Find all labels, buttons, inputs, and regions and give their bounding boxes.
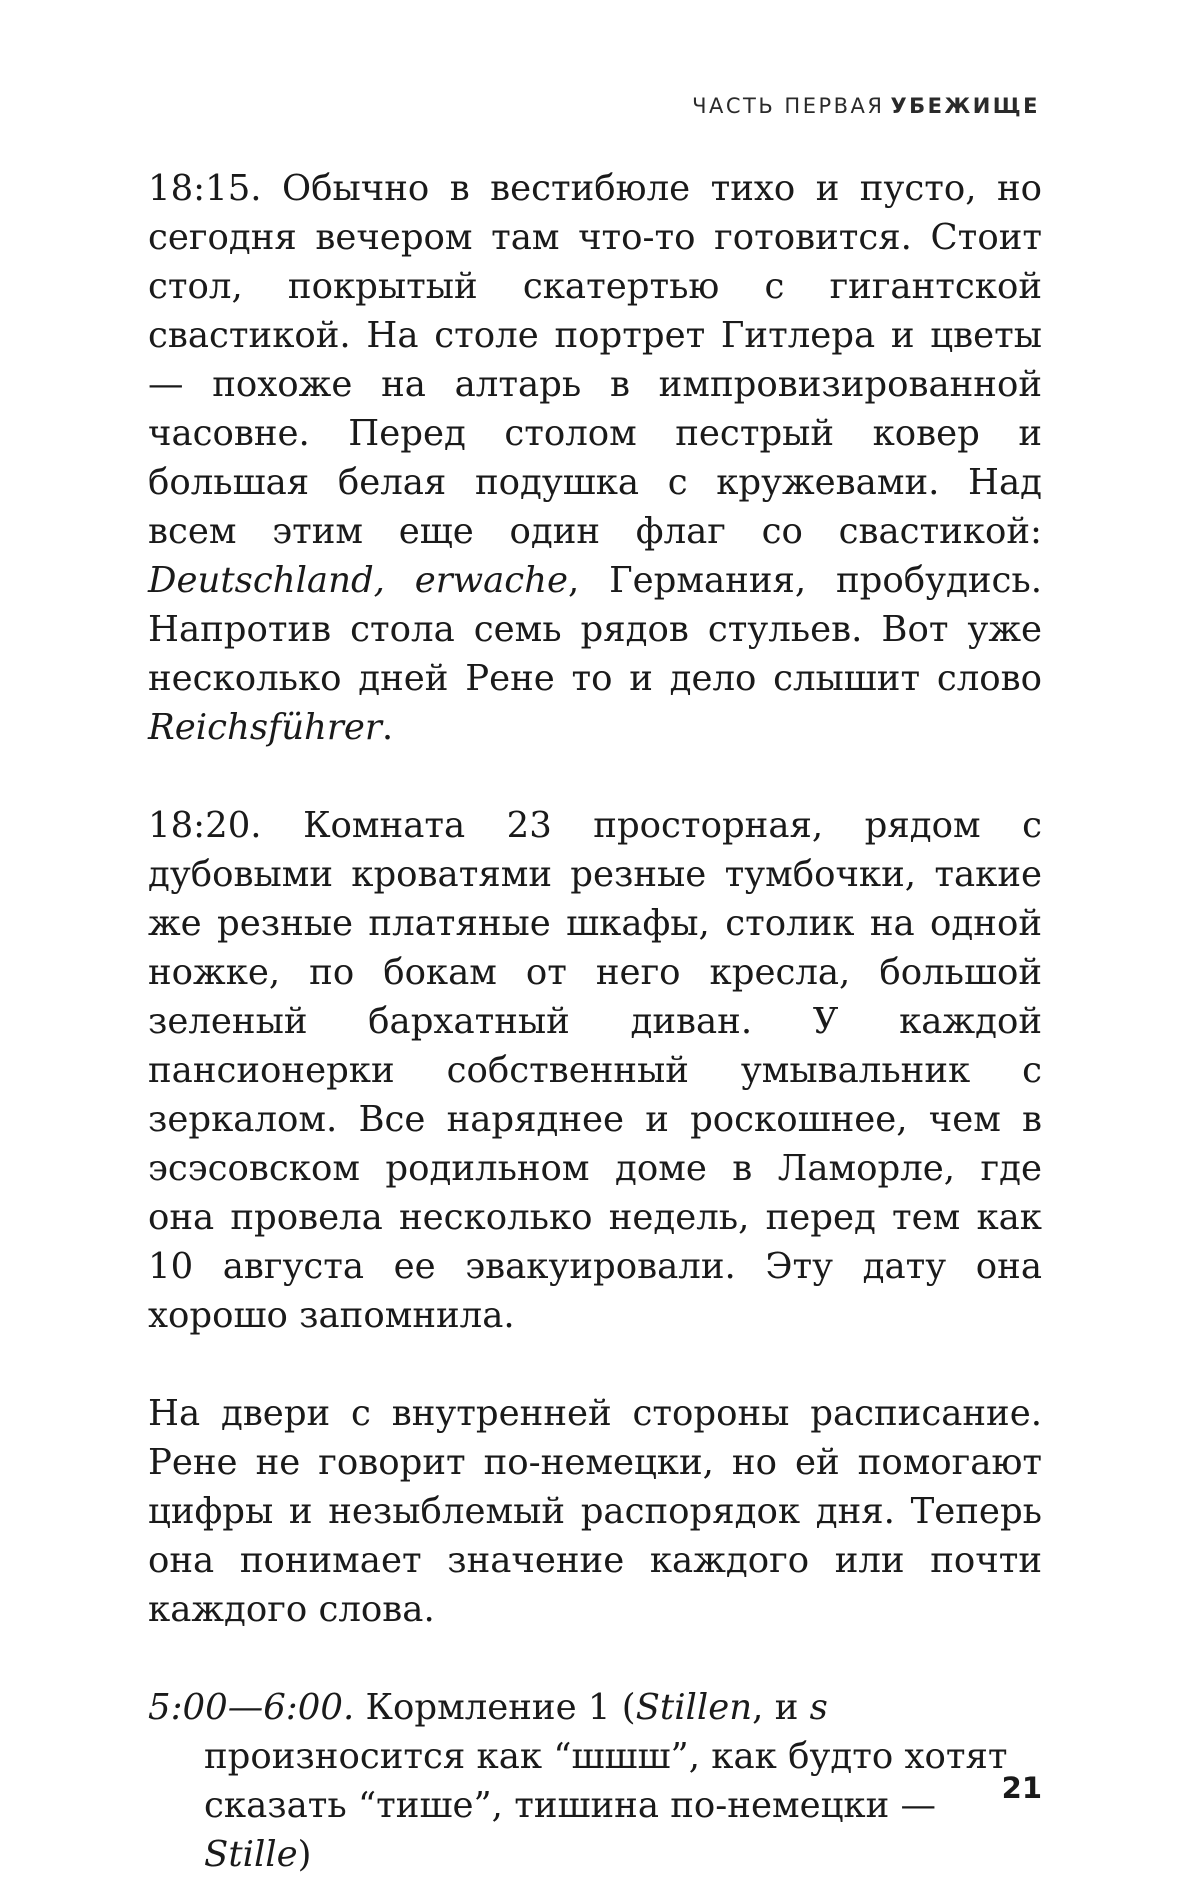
paragraph-1-text-b: , Германия, пробудись. Напротив стола семь рядов стульев. Вот уже несколько дней Рене то и дело слышит слово — [148, 560, 1042, 699]
schedule-text-c: произносится как “шшш”, как будто хотят сказать “тише”, тишина по-немецки — — [204, 1736, 1008, 1826]
paragraph-1-italic-b: Reichsführer — [148, 707, 382, 748]
schedule-text-a: Кормление 1 ( — [354, 1687, 636, 1728]
running-header-section: УБЕЖИЩЕ — [890, 94, 1040, 118]
schedule-italic-c: Stille — [204, 1834, 298, 1875]
schedule-item-1 — [148, 1683, 1042, 1879]
schedule-time: 5:00—6:00. — [148, 1687, 355, 1728]
paragraph-2: 18:20. Комната 23 просторная, рядом с дубовыми кроватями резные тумбочки, такие же резные платяные шкафы, столик на одной ножке, по бокам от него кресла, большой зеленый бархатный диван. У каждой пансионерки собственный умывальник с зеркалом. Все наряднее и роскошнее, чем в эсэсовском родильном доме в Ламорле, где она провела несколько недель, перед тем как 10 августа ее эвакуировали. Эту дату она хорошо запомнила. — [148, 805, 1042, 1336]
paragraph-1-italic-a: Deutschland, erwache — [148, 560, 569, 601]
running-header-part: ЧАСТЬ ПЕРВАЯ — [692, 94, 885, 118]
body-text — [148, 164, 1042, 1879]
schedule-italic-a: Stillen — [635, 1687, 753, 1728]
page-number: 21 — [1001, 1771, 1042, 1805]
paragraph-1-text-c: . — [381, 707, 394, 748]
schedule-italic-b: s — [809, 1687, 828, 1728]
paragraph-1-text-a: 18:15. Обычно в вестибюле тихо и пусто, но сегодня вечером там что-то готовится. Стоит стол, покрытый скатертью с гигантской свастикой. На столе портрет Гитлера и цветы — похоже на алтарь в импровизированной часовне. Перед столом пестрый ковер и большая белая подушка с кружевами. Над всем этим еще один флаг со свастикой: — [148, 168, 1042, 552]
paragraph-1 — [148, 164, 1042, 752]
running-header — [692, 94, 1040, 118]
schedule-text-d: ) — [297, 1834, 312, 1875]
paragraph-3: На двери с внутренней стороны расписание. Рене не говорит по-немецки, но ей помогают цифры и незыблемый распорядок дня. Теперь она понимает значение каждого или почти каждого слова. — [148, 1393, 1042, 1630]
schedule-text-b: , и — [752, 1687, 810, 1728]
